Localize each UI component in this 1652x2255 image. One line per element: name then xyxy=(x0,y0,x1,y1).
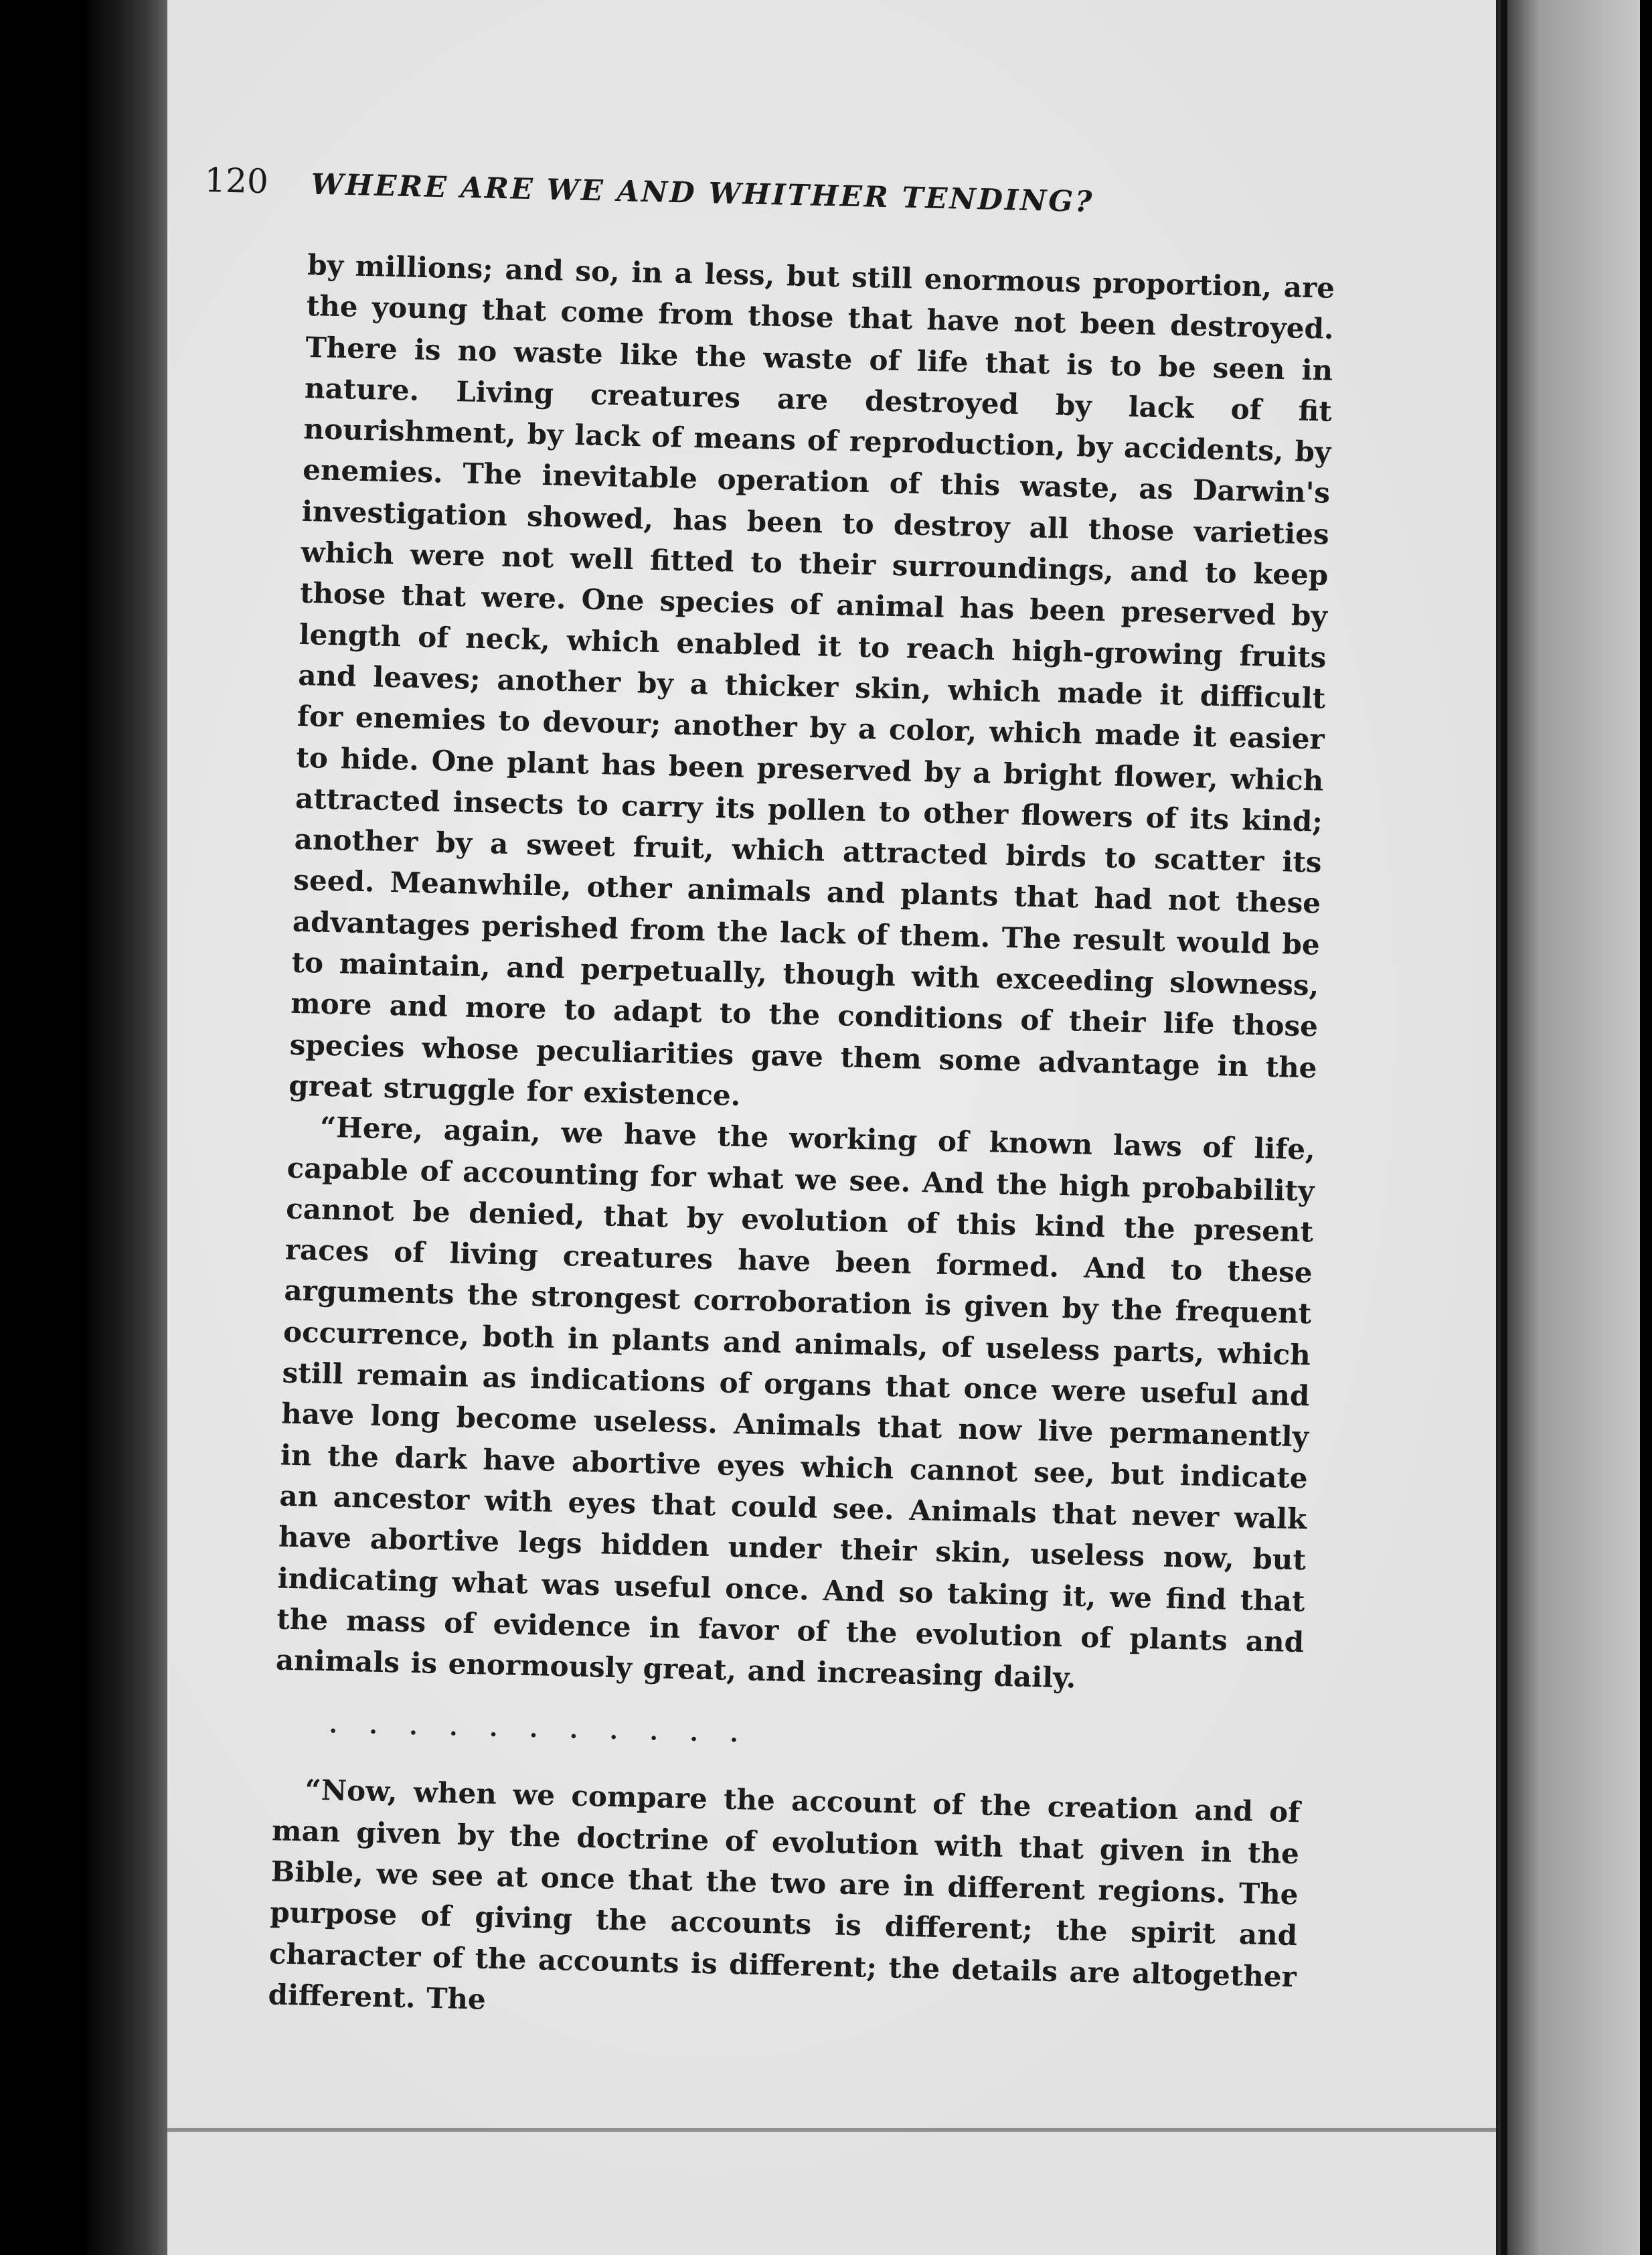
adjacent-page-edge xyxy=(1496,0,1640,2255)
page-bottom-edge xyxy=(167,2128,1526,2132)
section-break-ellipsis: ........... xyxy=(327,1701,770,1751)
paragraph-comparison: “Now, when we compare the account of the creation and of man given by the doctrine of evolution with that given in the Bible, we see at once that the two are in different regions. The purpose of giving the accounts is different; the spirit and character of the accounts is different; the details are altogether different. The xyxy=(268,1773,1301,2016)
page-fold-line xyxy=(1501,0,1507,2255)
page-number: 120 xyxy=(203,161,269,202)
body-text xyxy=(268,244,1335,2038)
running-head: WHERE ARE WE AND WHITHER TENDING? xyxy=(311,167,1094,220)
book-binding-shadow xyxy=(87,0,174,2255)
paragraph-quote: “Here, again, we have the working of known laws of life, capable of accounting for what we see. And the high probability cannot be denied, that by evolution of this kind the present races of living creatures have been formed. And to these arguments the strongest corroboration is given by the frequent occurrence, both in plants and animals, of useless parts, which still remain as indications of organs that once were useful and have long become useless. Animals that now live permanently in the dark have abortive eyes which cannot see, but indicate an ancestor with eyes that could see. Animals that never walk have abortive legs hidden under their skin, useless now, but indicating what was useful once. And so taking it, we find that the mass of evidence in favor of the evolution of plants and animals is enormously great, and increasing daily. xyxy=(275,1110,1316,1695)
paragraph-continuation: by millions; and so, in a less, but still enormous proportion, are the young that come from those that have not been destroyed. There is no waste like the waste of life that is to be seen in nature. Living creatures are destroyed by lack of fit nourishment, by lack of means of reproduction, by accidents, by enemies. The inevitable operation of this waste, as Darwin's investigation showed, has been to destroy all those varieties which were not well fitted to their surroundings, and to keep those that were. One species of animal has been preserved by length of neck, which enabled it to reach high-growing fruits and leaves; another by a thicker skin, which made it difficult for enemies to devour; another by a color, which made it easier to hide. One plant has been preserved by a bright flower, which attracted insects to carry its pollen to other flowers of its kind; another by a sweet fruit, which attracted birds to scatter its seed. Meanwhile, other animals and plants that had not these advantages perished from the lack of them. The result would be to maintain, and perpetually, though with exceeding slowness, more and more to adapt to the conditions of their life those species whose peculiarities gave them some advantage in the great struggle for existence. xyxy=(288,248,1335,1112)
